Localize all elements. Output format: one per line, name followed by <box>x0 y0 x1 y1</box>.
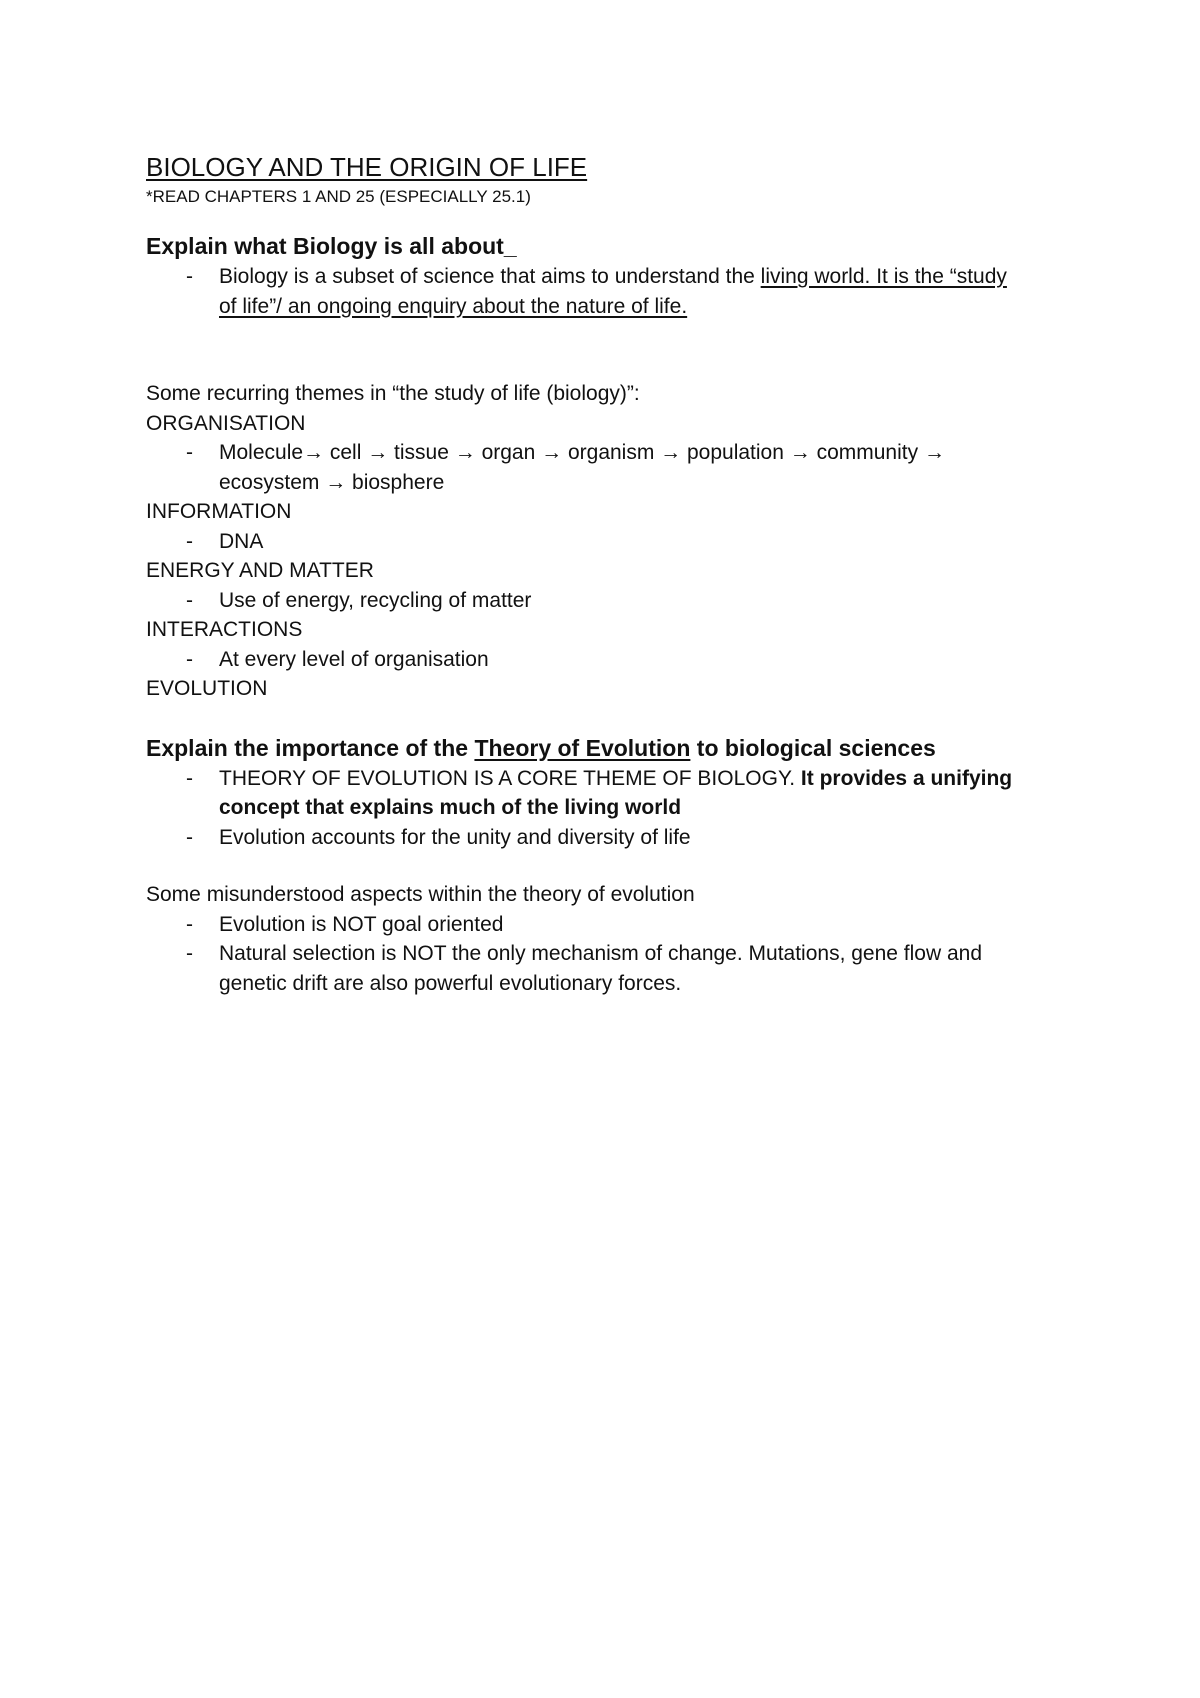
bullet-natural-selection <box>146 939 1076 998</box>
organisation-hierarchy-line1: Molecule→ cell → tissue → organ → organism → population → community → <box>219 441 945 464</box>
definition-text: Biology is a subset of science that aims to understand the <box>219 265 761 288</box>
information-text: DNA <box>219 529 264 553</box>
themes-intro: Some recurring themes in “the study of life (biology)”: <box>146 382 640 405</box>
bullet-unity-diversity <box>146 823 1076 853</box>
bullet-energy <box>146 586 1076 616</box>
spacer <box>146 852 1076 880</box>
interactions-text: At every level of organisation <box>219 647 489 671</box>
theme-label-evolution: EVOLUTION <box>146 677 268 700</box>
bullet-interactions <box>146 645 1076 675</box>
core-theme-text: THEORY OF EVOLUTION IS A CORE THEME OF BIOLOGY. <box>219 766 801 790</box>
energy-text: Use of energy, recycling of matter <box>219 588 532 612</box>
theme-label-organisation: ORGANISATION <box>146 411 306 435</box>
bullet-information <box>146 527 1076 557</box>
bullet-dash: - <box>186 647 193 671</box>
document-content <box>146 150 1076 998</box>
organisation-hierarchy-line2: ecosystem → biosphere <box>219 470 445 494</box>
document-title: BIOLOGY AND THE ORIGIN OF LIFE <box>146 152 588 182</box>
core-theme-bold-text-cont: concept that explains much of the living world <box>219 796 682 819</box>
definition-underlined-text-cont: of life”/ an ongoing enquiry about the nature of life. <box>219 294 688 318</box>
not-goal-oriented-text: Evolution is NOT goal oriented <box>219 912 504 936</box>
natural-selection-line1: Natural selection is NOT the only mechanism of change. Mutations, gene flow and <box>219 942 983 965</box>
definition-underlined-text: living world. It is the “study <box>760 265 1007 288</box>
heading-evolution-post: to biological sciences <box>690 734 936 761</box>
bullet-dash: - <box>186 588 193 612</box>
bullet-dash: - <box>186 766 193 790</box>
misunderstood-intro: Some misunderstood aspects within the theory of evolution <box>146 883 695 906</box>
bullet-dash: - <box>186 529 193 553</box>
bullet-dash: - <box>186 942 193 965</box>
section-heading-evolution <box>146 732 1076 764</box>
bullet-dash: - <box>186 912 193 936</box>
natural-selection-line2: genetic drift are also powerful evolutionary forces. <box>219 971 682 995</box>
bullet-biology-definition <box>146 262 1076 321</box>
bullet-organisation <box>146 438 1076 497</box>
bullet-not-goal-oriented <box>146 910 1076 940</box>
reading-instruction: *READ CHAPTERS 1 AND 25 (ESPECIALLY 25.1) <box>146 187 531 206</box>
bullet-dash: - <box>186 265 193 288</box>
bullet-core-theme <box>146 764 1076 823</box>
heading-evolution-underlined: Theory of Evolution <box>474 734 691 761</box>
section-heading-biology: Explain what Biology is all about_ <box>146 233 517 259</box>
bullet-dash: - <box>186 825 193 849</box>
theme-label-interactions: INTERACTIONS <box>146 618 303 641</box>
theme-label-information: INFORMATION <box>146 500 292 523</box>
unity-diversity-text: Evolution accounts for the unity and diversity of life <box>219 825 691 849</box>
heading-evolution-pre: Explain the importance of the <box>146 734 475 761</box>
theme-label-energy: ENERGY AND MATTER <box>146 559 374 582</box>
spacer <box>146 321 1076 379</box>
core-theme-bold-text: It provides a unifying <box>800 766 1013 790</box>
spacer <box>146 704 1076 732</box>
bullet-dash: - <box>186 441 193 464</box>
